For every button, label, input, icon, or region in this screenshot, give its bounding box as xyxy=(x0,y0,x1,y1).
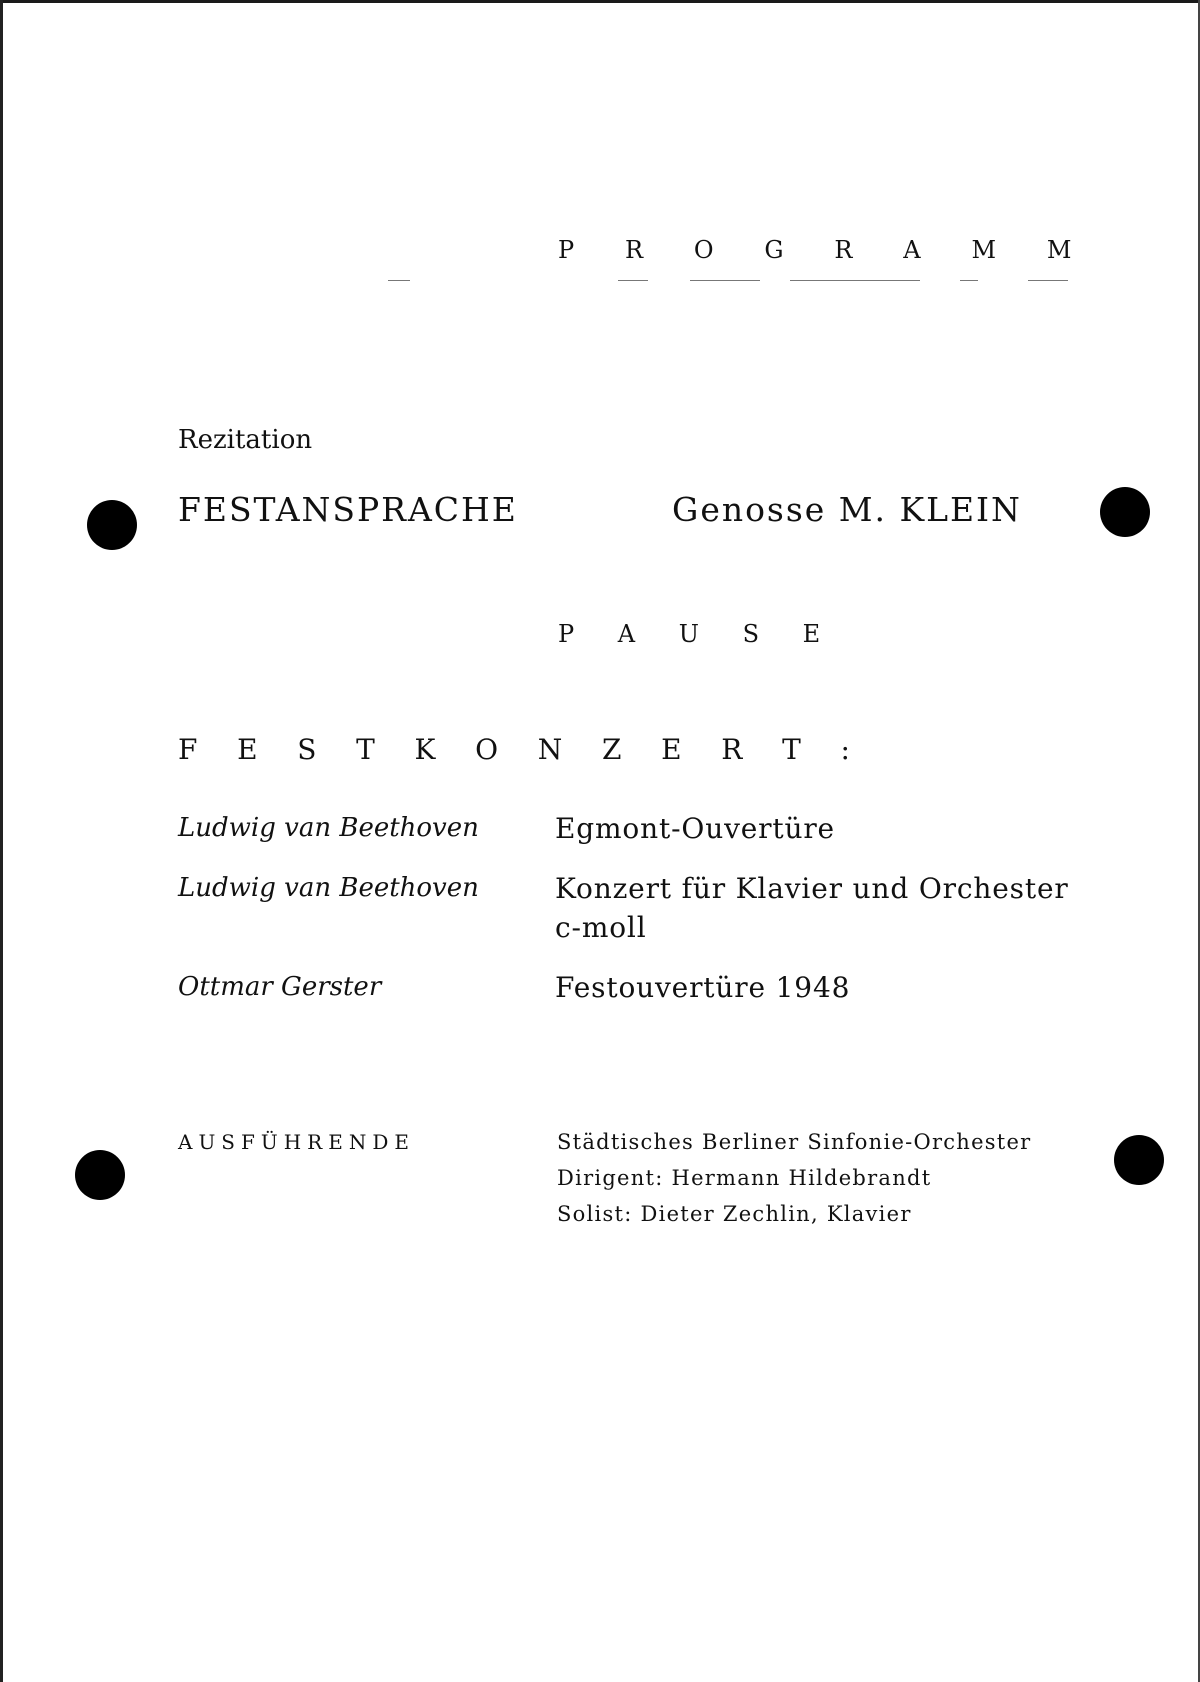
punch-hole-icon xyxy=(1114,1135,1164,1185)
program-item-composer: Ludwig van Beethoven xyxy=(178,873,479,903)
program-item-work: Konzert für Klavier und Orchester xyxy=(555,872,1069,905)
divider xyxy=(1028,280,1068,281)
performers-orchestra: Städtisches Berliner Sinfonie-Orchester xyxy=(557,1130,1032,1154)
punch-hole-icon xyxy=(75,1150,125,1200)
program-item-work-line2: c-moll xyxy=(555,911,647,944)
divider xyxy=(388,280,410,281)
program-item-work: Festouvertüre 1948 xyxy=(555,971,851,1004)
pause-label: P A U S E xyxy=(558,620,839,648)
program-item-composer: Ludwig van Beethoven xyxy=(178,813,479,843)
punch-hole-icon xyxy=(1100,487,1150,537)
program-item-work: Egmont-Ouvertüre xyxy=(555,812,835,845)
speech-title: FESTANSPRACHE xyxy=(178,490,518,529)
divider xyxy=(618,280,648,281)
program-item-composer: Ottmar Gerster xyxy=(178,972,382,1002)
performers-soloist: Solist: Dieter Zechlin, Klavier xyxy=(557,1202,912,1226)
scan-edge-top xyxy=(0,0,1200,3)
speech-speaker: Genosse M. KLEIN xyxy=(672,490,1022,529)
concert-heading: F E S T K O N Z E R T : xyxy=(178,733,866,766)
performers-label: AUSFÜHRENDE xyxy=(178,1130,415,1154)
recitation-label: Rezitation xyxy=(178,425,313,455)
punch-hole-icon xyxy=(87,500,137,550)
divider xyxy=(690,280,760,281)
scan-edge-left xyxy=(0,0,3,1682)
performers-conductor: Dirigent: Hermann Hildebrandt xyxy=(557,1166,932,1190)
divider xyxy=(790,280,920,281)
divider xyxy=(960,280,978,281)
page-title: P R O G R A M M xyxy=(558,236,1094,264)
